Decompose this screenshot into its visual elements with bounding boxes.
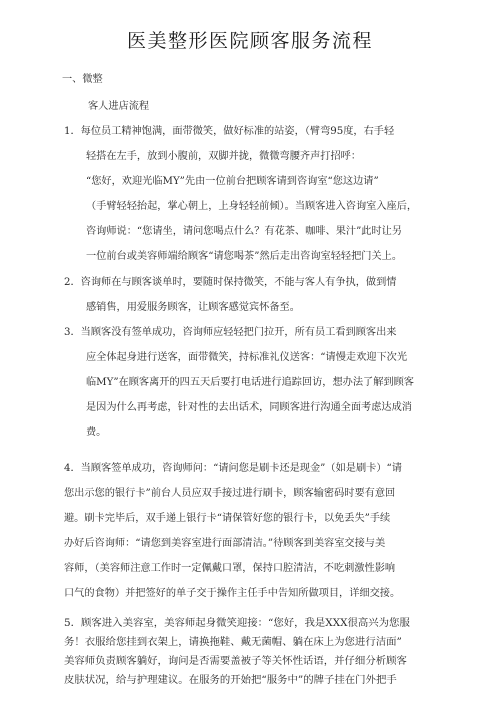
- subsection-heading: 客人进店流程: [88, 101, 150, 112]
- paragraph-line: 办好后咨询师：“请您到美容室进行面部清洁。”待顾客到美容室交接与美: [64, 538, 386, 549]
- paragraph-line: 皮肤状况，给与护理建议。在服务的开始把“服务中”的牌子挂在门外把手: [64, 674, 397, 686]
- paragraph-line: 感销售，用爱服务顾客，让顾客感觉宾怀备至。: [86, 302, 300, 313]
- paragraph-line: 3．当顾客没有签单成功，咨询师应轻轻把门拉开，所有员工看到顾客出来: [64, 327, 397, 338]
- paragraph-line: 是因为什么再考虑，针对性的去出话术，同顾客进行沟通全面考虑达成消: [86, 402, 412, 413]
- paragraph-line: 应全体起身进行送客，面带微笑，持标准礼仪送客：“请慢走欢迎下次光: [86, 352, 408, 363]
- paragraph-line: 咨询师说：“您请坐，请问您喝点什么？有花茶、咖啡、果汁”此时让另: [86, 226, 403, 237]
- paragraph-line: 口气的食物）并把签好的单子交于操作主任手中告知所做项目，详细交接。: [64, 588, 401, 599]
- paragraph-line: 避。刷卡完毕后，双手递上银行卡“请保管好您的银行卡，以免丢失”手续: [64, 513, 391, 524]
- paragraph-line: 费。: [86, 427, 107, 438]
- paragraph-line: 1．每位员工精神饱满，面带微笑，做好标准的站姿，（臂弯95度，右手轻: [64, 126, 395, 137]
- paragraph-line: 务！衣服给您挂到衣架上，请换拖鞋、戴无菌帽、躺在床上为您进行洁面”: [64, 636, 402, 648]
- paragraph-line: 4．当顾客签单成功，咨询师问：“请问您是刷卡还是现金”（如是刷卡）“请: [64, 463, 402, 474]
- paragraph-line: “您好，欢迎光临MY”先由一位前台把顾客请到咨询室“您这边请”: [86, 176, 379, 187]
- section-heading: 一、微整: [62, 74, 103, 85]
- paragraph-line: 您出示您的银行卡”前台人员应双手接过进行刷卡，顾客输密码时要有意回: [64, 488, 396, 499]
- paragraph-line: 轻搭在左手，放到小腹前，双脚并拢，微微弯腰齐声打招呼：: [86, 151, 362, 162]
- paragraph-line: （手臂轻轻抬起，掌心朝上，上身轻轻前倾）。当顾客进入咨询室入座后，: [86, 201, 418, 212]
- paragraph-line: 容师，（美容师注意工作时一定佩戴口罩，保持口腔清洁，不吃刺激性影响: [64, 563, 396, 574]
- paragraph-line: 一位前台或美容师端给顾客“请您喝茶”然后走出咨询室轻轻把门关上。: [86, 251, 403, 262]
- paragraph-line: 临MY”在顾客离开的四五天后要打电话进行追踪回访，想办法了解到顾客: [86, 377, 414, 388]
- paragraph-line: 5．顾客进入美容室，美容师起身微笑迎接：“您好，我是XXX很高兴为您服: [64, 617, 410, 629]
- page-title: 医美整形医院顾客服务流程: [126, 30, 373, 52]
- paragraph-line: 美容师负责顾客躺好，询问是否需要盖被子等关怀性话语，并仔细分析顾客: [64, 655, 407, 667]
- paragraph-line: 2．咨询师在与顾客谈单时，要随时保持微笑，不能与客人有争执，做到情: [64, 277, 397, 288]
